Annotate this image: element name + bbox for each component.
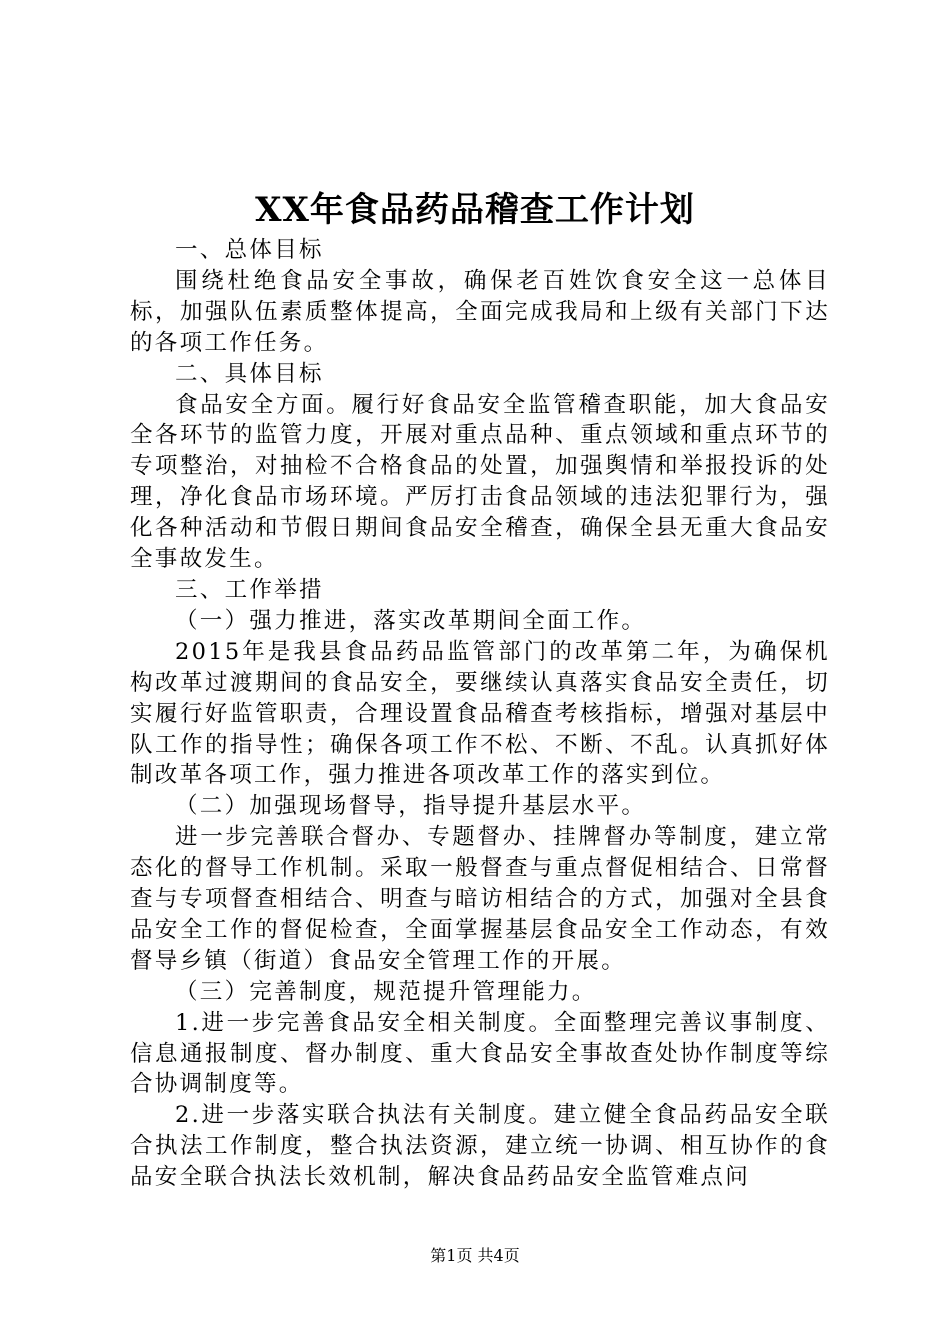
paragraph: 进一步完善联合督办、专题督办、挂牌督办等制度，建立常态化的督导工作机制。采取一般督查与重点督促相结合、日常督查与专项督查相结合、明查与暗访相结合的方式，加强对全县食品安全工作的督促检查，全面掌握基层食品安全工作动态，有效督导乡镇（街道）食品安全管理工作的开展。 (130, 824, 830, 974)
list-item: 1.进一步完善食品安全相关制度。全面整理完善议事制度、信息通报制度、督办制度、重大食品安全事故查处协作制度等综合协调制度等。 (130, 1009, 830, 1098)
heading-specific-goal: 二、具体目标 (175, 360, 324, 387)
paragraph: 食品安全方面。履行好食品安全监管稽查职能，加大食品安全各环节的监管力度，开展对重点品种、重点领域和重点环节的专项整治，对抽检不合格食品的处置，加强舆情和举报投诉的处理，净化食品市场环境。严厉打击食品领域的违法犯罪行为，强化各种活动和节假日期间食品安全稽查，确保全县无重大食品安全事故发生。 (130, 391, 830, 573)
subheading: （三）完善制度，规范提升管理能力。 (175, 978, 597, 1005)
list-item: 2.进一步落实联合执法有关制度。建立健全食品药品安全联合执法工作制度，整合执法资源，建立统一协调、相互协作的食品安全联合执法长效机制，解决食品药品安全监管难点问 (130, 1102, 830, 1191)
page-footer: 第1页 共4页 (430, 1246, 520, 1265)
subheading: （一）强力推进，落实改革期间全面工作。 (175, 607, 647, 634)
heading-overall-goal: 一、总体目标 (175, 237, 324, 263)
paragraph: 2015年是我县食品药品监管部门的改革第二年，为确保机构改革过渡期间的食品安全，要继续认真落实食品安全责任，切实履行好监管职责，合理设置食品稽查考核指标，增强对基层中队工作的指导性；确保各项工作不松、不断、不乱。认真抓好体制改革各项工作，强力推进各项改革工作的落实到位。 (130, 638, 830, 789)
paragraph: 围绕杜绝食品安全事故，确保老百姓饮食安全这一总体目标，加强队伍素质整体提高，全面完成我局和上级有关部门下达的各项工作任务。 (130, 267, 830, 356)
document-title: XX年食品药品稽查工作计划 (255, 190, 695, 230)
document-body (130, 235, 830, 1193)
heading-measures: 三、工作举措 (175, 576, 324, 603)
subheading: （二）加强现场督导，指导提升基层水平。 (175, 793, 647, 820)
